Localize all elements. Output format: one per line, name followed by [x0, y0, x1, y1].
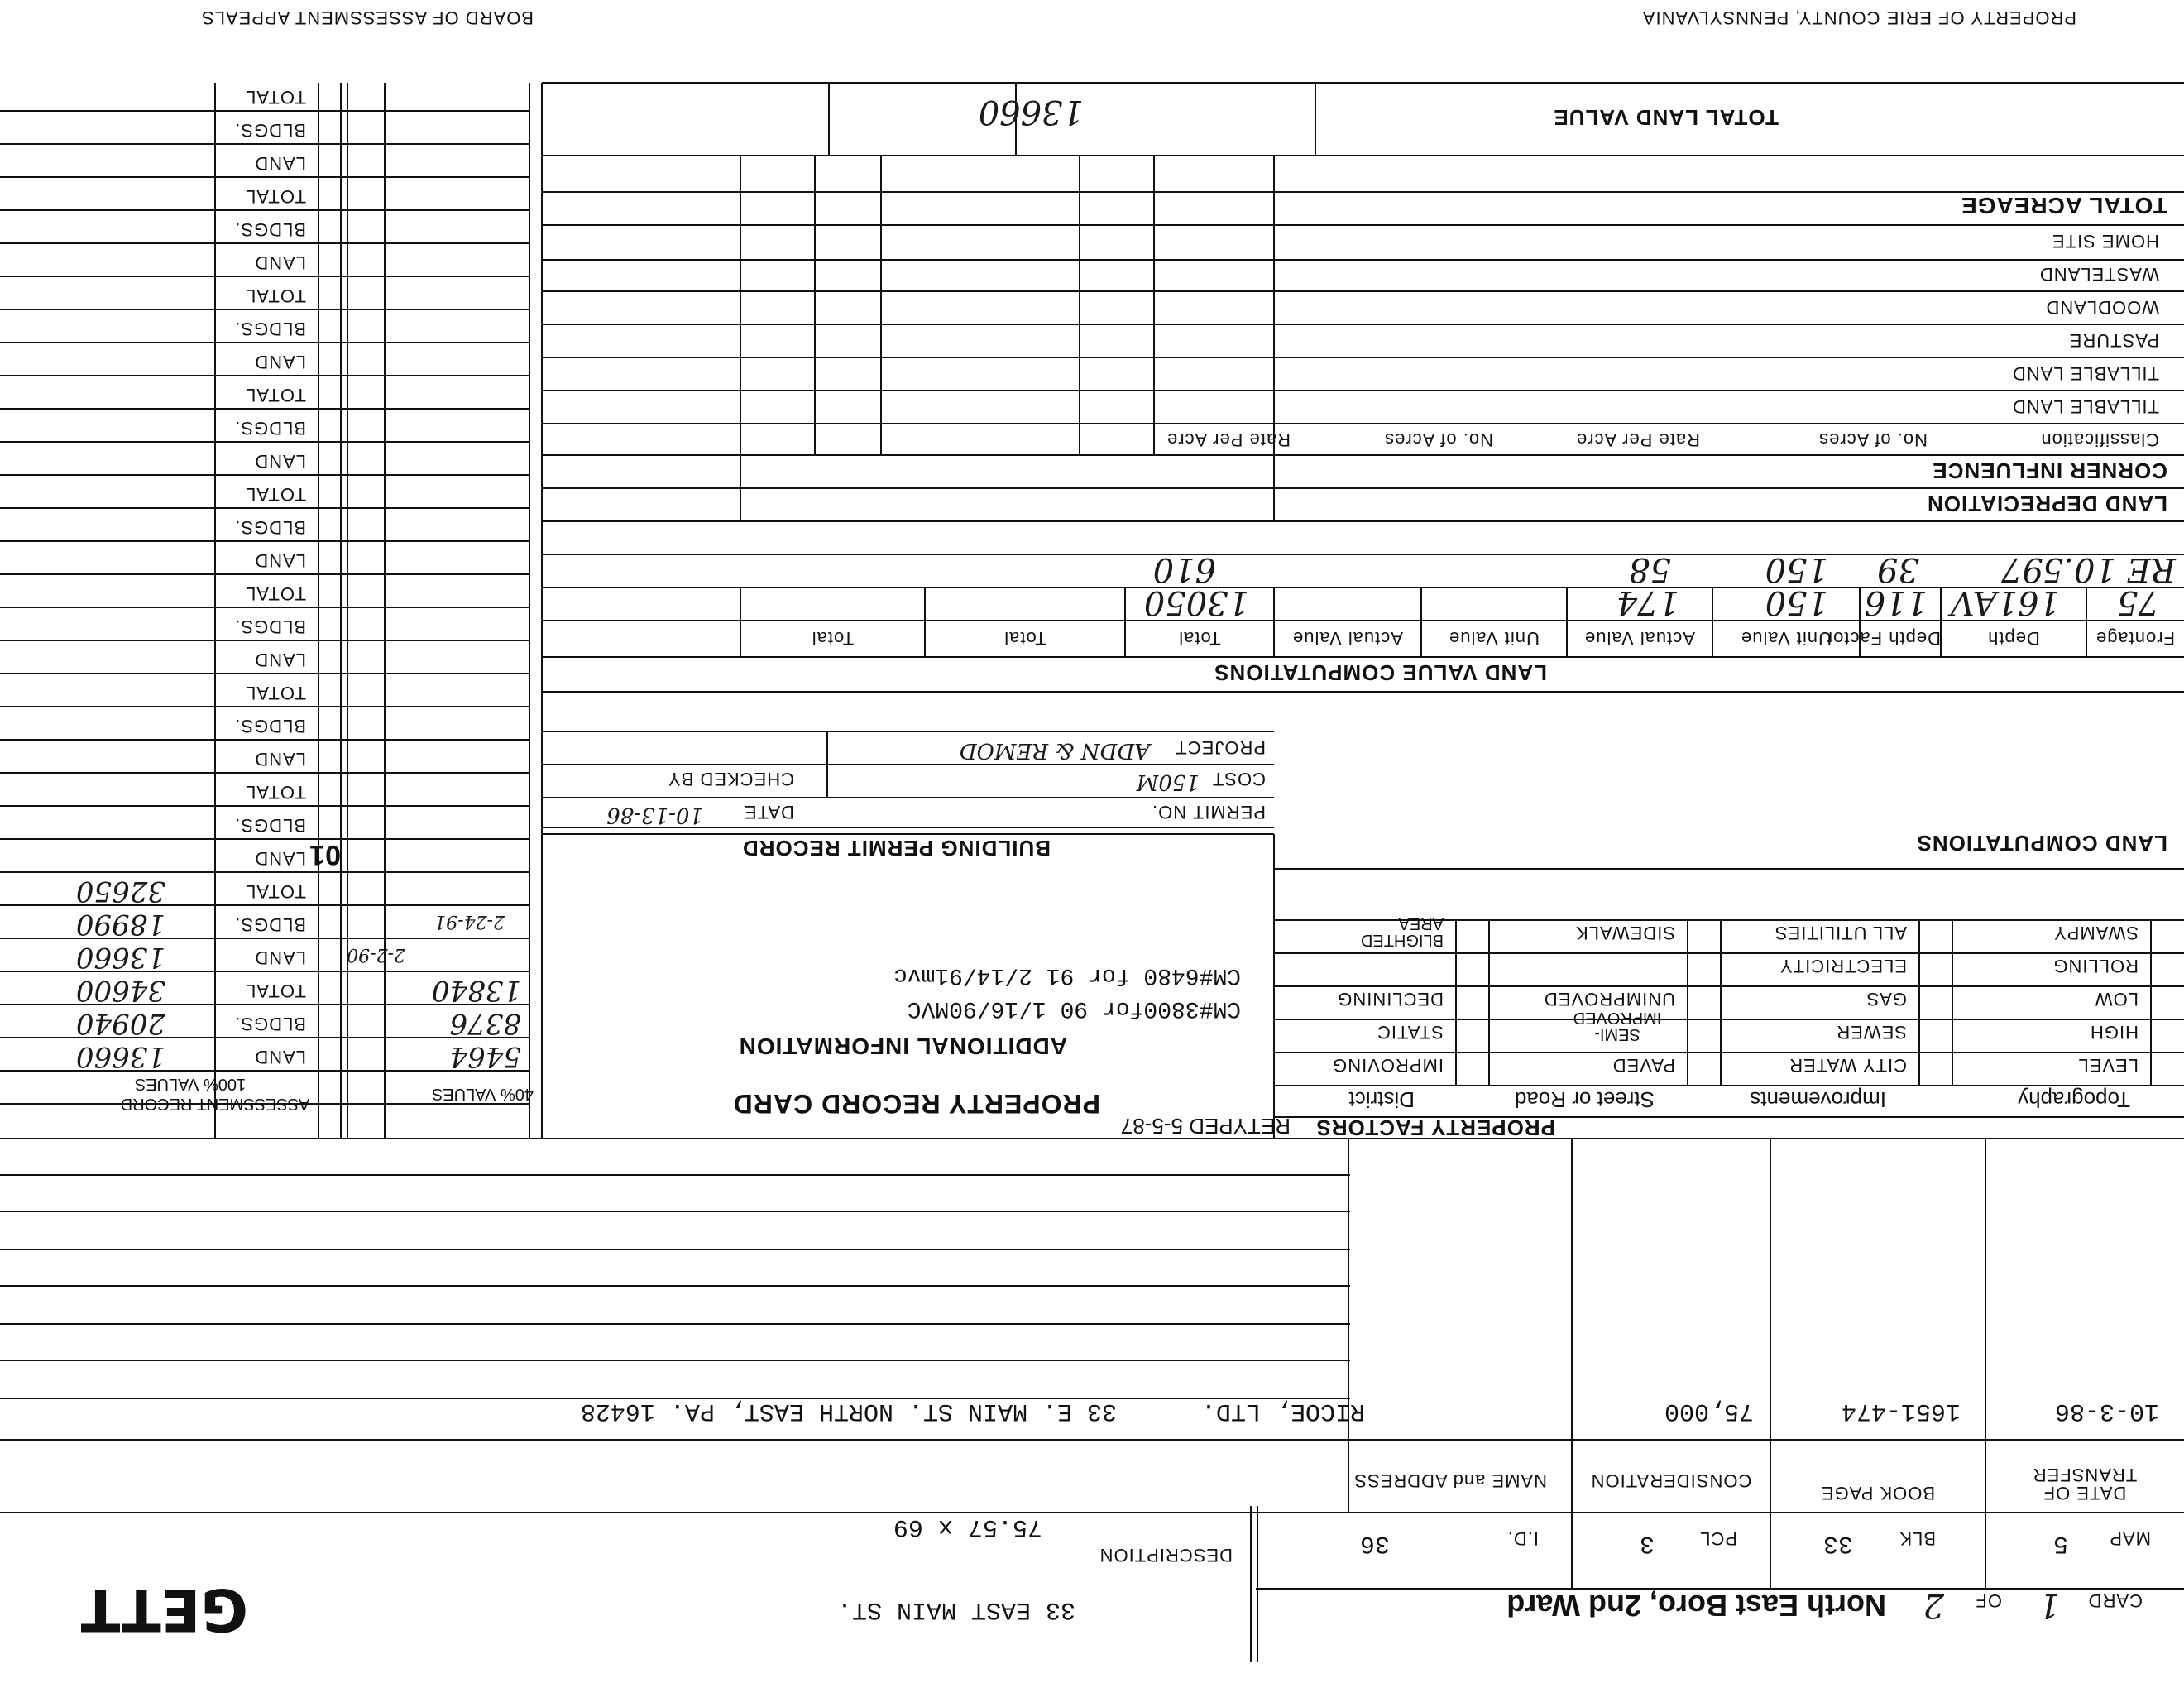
project-label: PROJECT: [1175, 737, 1266, 758]
a2-100-total: 32650: [75, 875, 165, 908]
lv-r1-frontage: 75: [2117, 583, 2159, 621]
lv-r1-actual-value: 174: [1616, 583, 1679, 621]
assessment-bldgs-label: BLDGS.: [234, 418, 306, 439]
assessment-record-label: ASSESSMENT RECORD: [120, 1095, 310, 1113]
pf-col-improvements: Improvements: [1750, 1087, 1886, 1112]
assessment-total-label: TOTAL: [245, 782, 306, 803]
assessment-total-label: TOTAL: [245, 583, 306, 604]
a1-bldgs-label: BLDGS.: [234, 1014, 306, 1034]
a2-bldgs-label: BLDGS.: [234, 914, 306, 935]
pf-col-topography: Topography: [2018, 1087, 2130, 1112]
class-pasture: PASTURE: [2068, 330, 2159, 351]
a1-land-label: LAND: [254, 1047, 306, 1067]
transfer-consideration-header: CONSIDERATION: [1590, 1470, 1752, 1491]
lv-col-total-2: Total: [1003, 628, 1046, 649]
a1-40-total: 13840: [431, 974, 521, 1007]
assessment-bldgs-label: BLDGS.: [234, 517, 306, 538]
acreage-col-rate-2: Rate Per Acre: [1166, 429, 1291, 450]
permit-no-label: PERMIT NO.: [1152, 802, 1266, 822]
a2-100-bldgs: 18990: [75, 908, 165, 941]
property-of-header: PROPERTY OF ERIE COUNTY, PENNSYLVANIA: [1641, 7, 2076, 28]
lv-r2-unit-value: 150: [1765, 550, 1828, 588]
pf-col-district: District: [1348, 1087, 1415, 1112]
lv-col-actual-value: Actual Value: [1584, 628, 1695, 649]
a1-total-label: TOTAL: [245, 981, 306, 1001]
date-note-1: 2-2-90: [347, 944, 405, 965]
total-land-value-label: TOTAL LAND VALUE: [1553, 105, 1779, 130]
lv-col-depth: Depth: [1987, 628, 2040, 649]
a1-40-land: 5464: [449, 1040, 521, 1073]
district-static: STATIC: [1377, 1022, 1444, 1043]
lv-col-total-3: Total: [811, 628, 855, 649]
lv-r1-total: 13050: [1143, 583, 1249, 621]
class-woodland: WOODLAND: [2045, 297, 2159, 318]
assessment-land-label: LAND: [254, 749, 306, 770]
acreage-col-no-acres-2: No. of Acres: [1384, 429, 1493, 450]
total-land-value-amount: 13660: [978, 93, 1084, 131]
transfer-book-page: 1651-474: [1841, 1397, 1961, 1425]
lv-r2-depth: 97: [2001, 550, 2043, 588]
a1-100-land: 13660: [75, 1040, 165, 1073]
card-number: 1: [2038, 1586, 2060, 1624]
a1-100-bldgs: 20940: [75, 1007, 165, 1040]
a2-land-label: LAND: [254, 947, 306, 968]
impr-city-water: CITY WATER: [1789, 1055, 1907, 1076]
corner-influence-label: CORNER INFLUENCE: [1932, 458, 2167, 483]
transfer-consideration: 75,000: [1664, 1397, 1754, 1425]
assessment-land-label: LAND: [254, 252, 306, 273]
a2-total-label: TOTAL: [245, 881, 306, 902]
class-home-site: HOME SITE: [2051, 231, 2159, 252]
topo-swampy: SWAMPY: [2053, 923, 2138, 943]
pf-col-street: Street or Road: [1514, 1087, 1655, 1112]
year-stamp: 01: [309, 839, 341, 870]
lv-col-unit-value-2: Unit Value: [1449, 628, 1540, 649]
record-card-title: PROPERTY RECORD CARD: [732, 1089, 1100, 1119]
assessment-bldgs-label: BLDGS.: [234, 716, 306, 736]
lv-col-actual-value-2: Actual Value: [1292, 628, 1403, 649]
assessment-total-label: TOTAL: [245, 285, 306, 306]
district-declining: DECLINING: [1337, 989, 1444, 1009]
district-blighted-area: BLIGHTED AREA: [1360, 914, 1444, 949]
acreage-col-classification: Classification: [2040, 429, 2159, 450]
street-semi-improved: SEMI-IMPROVED: [1573, 1009, 1662, 1043]
impr-all-utilities: ALL UTILITIES: [1774, 923, 1907, 943]
street-unimproved: UNIMPROVED: [1543, 989, 1675, 1009]
assessment-bldgs-label: BLDGS.: [234, 616, 306, 637]
board-header: BOARD OF ASSESSMENT APPEALS: [201, 7, 534, 28]
transfer-bookpage-header: BOOK PAGE: [1820, 1483, 1936, 1503]
a2-100-land: 13660: [75, 941, 165, 974]
assessment-land-label: LAND: [254, 650, 306, 670]
retyped-note: RETYPED 5-5-87: [1120, 1114, 1291, 1139]
building-permit-title: BUILDING PERMIT RECORD: [742, 836, 1051, 861]
values-40-label: 40% VALUES: [431, 1085, 534, 1103]
lv-r1-depth: 161AV: [1950, 583, 2060, 621]
transfer-date: 10-3-86: [2054, 1397, 2159, 1425]
lv-r1-depth-factor: 116: [1864, 583, 1928, 621]
transfer-address: 33 E. MAIN ST. NORTH EAST, PA. 16428: [580, 1397, 1117, 1425]
class-tillable-2: TILLABLE LAND: [2011, 363, 2159, 384]
transfer-name: RICOE, LTD.: [1200, 1397, 1365, 1425]
land-depreciation-label: LAND DEPRECIATION: [1927, 492, 2167, 516]
additional-line-1: CM#3800for 90 1/16/90MVC: [907, 995, 1241, 1021]
map-label: MAP: [2109, 1528, 2151, 1549]
permit-cost-value: 150M: [1136, 770, 1200, 794]
assessment-bldgs-label: BLDGS.: [234, 319, 306, 339]
pcl-label: PCL: [1699, 1528, 1737, 1549]
blk-label: BLK: [1899, 1528, 1936, 1549]
topo-rolling: ROLLING: [2052, 956, 2138, 976]
assessment-total-label: TOTAL: [245, 87, 306, 108]
assessment-land-label: LAND: [254, 352, 306, 372]
id-value: 36: [1359, 1529, 1390, 1557]
assessment-total-label: TOTAL: [245, 186, 306, 207]
acreage-col-rate-1: Rate Per Acre: [1576, 429, 1700, 450]
of-number: 2: [1923, 1586, 1944, 1624]
municipality: North East Boro, 2nd Ward: [1506, 1589, 1886, 1623]
card-label: CARD: [2087, 1590, 2143, 1611]
assessment-bldgs-label: BLDGS.: [234, 120, 306, 141]
project-value: ADDN & REMOD: [959, 738, 1150, 763]
assessment-bldgs-label: BLDGS.: [234, 219, 306, 240]
assessment-land-label: LAND: [254, 153, 306, 174]
class-tillable-1: TILLABLE LAND: [2011, 396, 2159, 417]
impr-gas: GAS: [1866, 989, 1907, 1009]
lv-col-total-1: Total: [1178, 628, 1221, 649]
topo-high: HIGH: [2090, 1022, 2138, 1043]
date-note-2: 2-24-91: [434, 911, 505, 932]
lv-r2-depth-factor: 39: [1877, 550, 1919, 588]
assessment-total-label: TOTAL: [245, 484, 306, 505]
topo-low: LOW: [2094, 989, 2138, 1009]
permit-date-label: DATE: [743, 802, 794, 822]
total-acreage-label: TOTAL ACREAGE: [1961, 193, 2167, 218]
checked-by-label: CHECKED BY: [667, 769, 794, 789]
lv-r1-unit-value: 150: [1765, 583, 1828, 621]
additional-info-title: ADDITIONAL INFORMATION: [738, 1033, 1067, 1059]
additional-line-2: CM#6480 for 91 2/14/91mvc: [893, 962, 1241, 988]
map-value: 5: [2052, 1529, 2068, 1557]
land-computations-title: LAND COMPUTATIONS: [1916, 831, 2167, 856]
topo-level: LEVEL: [2077, 1055, 2138, 1076]
lv-col-frontage: Frontage: [2095, 628, 2176, 649]
id-label: I.D.: [1506, 1528, 1539, 1549]
district-improving: IMPROVING: [1332, 1055, 1444, 1076]
assessment-land-label: LAND: [254, 848, 306, 869]
description-label: DESCRIPTION: [1099, 1545, 1233, 1566]
lv-r2-frontage: RE 10.5: [2042, 550, 2176, 588]
stamp: GETT: [80, 1575, 248, 1643]
property-factors-title: PROPERTY FACTORS: [1315, 1115, 1555, 1140]
acreage-col-no-acres-1: No. of Acres: [1818, 429, 1928, 450]
assessment-land-label: LAND: [254, 451, 306, 472]
transfer-date-header: DATE OF TRANSFER: [2032, 1465, 2138, 1503]
pcl-value: 3: [1639, 1529, 1655, 1557]
land-value-title: LAND VALUE COMPUTATIONS: [1214, 660, 1547, 685]
transfer-name-header: NAME and ADDRESS: [1353, 1470, 1547, 1491]
impr-sewer: SEWER: [1836, 1022, 1907, 1043]
values-100-label: 100% VALUES: [134, 1075, 247, 1093]
a1-40-bldgs: 8376: [449, 1007, 521, 1040]
blk-value: 33: [1822, 1529, 1853, 1557]
lv-r2-total: 610: [1152, 550, 1216, 588]
street-sidewalk: SIDEWALK: [1575, 923, 1675, 943]
a1-100-total: 34600: [75, 974, 165, 1007]
impr-electricity: ELECTRICITY: [1779, 956, 1907, 976]
assessment-bldgs-label: BLDGS.: [234, 815, 306, 836]
permit-cost-label: COST: [1211, 769, 1266, 789]
dimensions-value: 75.57 x 69: [893, 1513, 1042, 1541]
assessment-land-label: LAND: [254, 550, 306, 571]
lv-col-depth-factor: Depth Factor: [1825, 628, 1941, 649]
street-paved: PAVED: [1612, 1055, 1675, 1076]
lv-r2-actual-value: 58: [1629, 550, 1671, 588]
lv-col-unit-value: Unit Value: [1741, 628, 1832, 649]
class-wasteland: WASTELAND: [2038, 264, 2159, 285]
assessment-total-label: TOTAL: [245, 385, 306, 405]
description-value: 33 EAST MAIN ST.: [836, 1595, 1075, 1623]
of-label: OF: [1975, 1590, 2002, 1611]
permit-date-value: 10-13-86: [606, 803, 703, 827]
assessment-total-label: TOTAL: [245, 683, 306, 703]
